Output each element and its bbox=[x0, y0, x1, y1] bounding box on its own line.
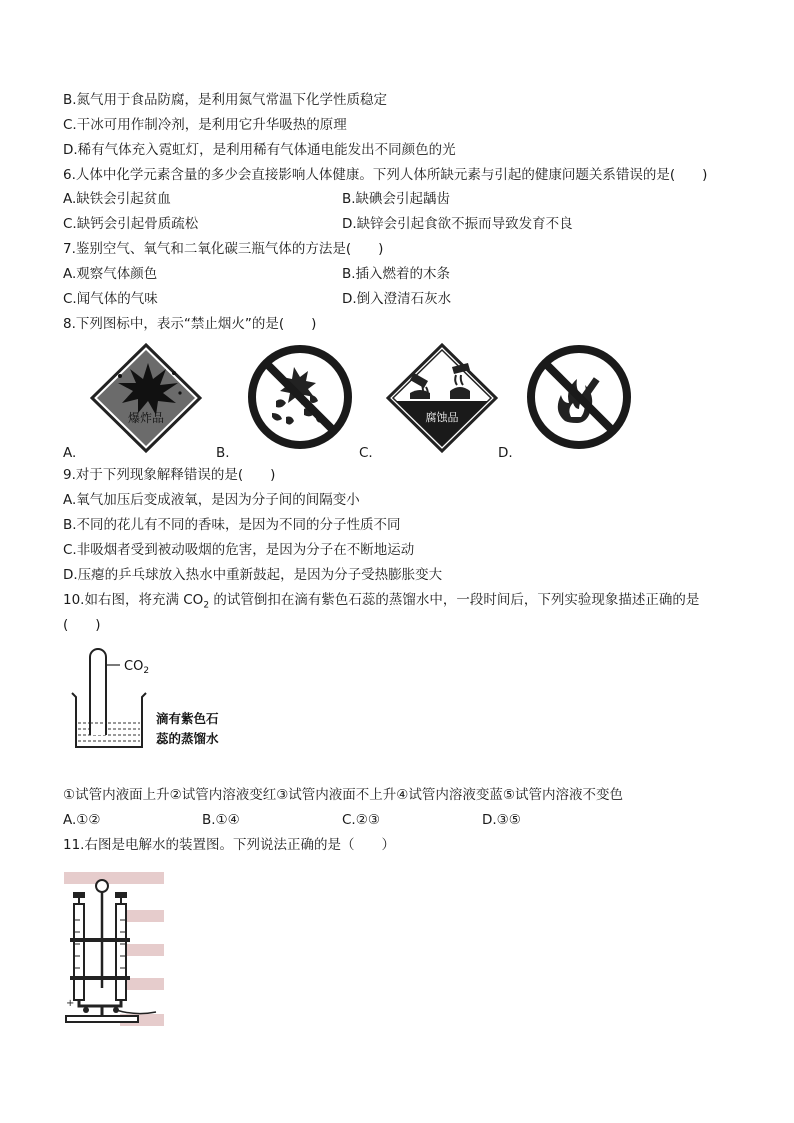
q7-stem: 7.鉴别空气、氧气和二氧化碳三瓶气体的方法是( ) bbox=[63, 241, 384, 257]
svg-text:+: + bbox=[66, 998, 75, 1009]
q9-option-d: D.压瘪的乒乓球放入热水中重新鼓起，是因为分子受热膨胀变大 bbox=[63, 567, 443, 583]
explosive-sign-icon bbox=[90, 343, 202, 453]
q8-label-c: C. bbox=[359, 445, 373, 461]
q10-option-b: B.①④ bbox=[202, 812, 240, 828]
no-explosives-sign-icon bbox=[246, 343, 354, 451]
q10-stem: 10.如右图，将充满 $CO_2$ 的试管倒扣在滴有紫色石蕊的蒸馏水中，一段时间后，下列实验现象描述正确的是 bbox=[63, 592, 700, 611]
q9-stem: 9.对于下列现象解释错误的是( ) bbox=[63, 467, 276, 483]
q10-stem-line2: ( ) bbox=[63, 617, 101, 633]
fig-label-line2: 蕊的蒸馏水 bbox=[156, 731, 219, 746]
q6-stem: 6.人体中化学元素含量的多少会直接影响人体健康。下列人体所缺元素与引起的健康问题关系错误的是( ) bbox=[63, 167, 708, 183]
no-fire-sign-icon bbox=[525, 343, 633, 451]
fig-label-line1: 滴有紫色石 bbox=[156, 711, 219, 726]
q9-option-c: C.非吸烟者受到被动吸烟的危害，是因为分子在不断地运动 bbox=[63, 542, 415, 558]
fig-co2-label: $CO_2$ bbox=[124, 659, 150, 676]
electrolysis-apparatus-figure bbox=[60, 868, 170, 1034]
q10-option-a: A.①② bbox=[63, 812, 101, 828]
q8-stem: 8.下列图标中，表示“禁止烟火”的是( ) bbox=[63, 316, 317, 332]
corrosive-sign-icon bbox=[386, 343, 498, 453]
corrosive-sign-text: 腐蚀品 bbox=[425, 411, 459, 424]
q5-option-c: C.干冰可用作制冷剂，是利用它升华吸热的原理 bbox=[63, 117, 347, 133]
q10-option-c: C.②③ bbox=[342, 812, 380, 828]
q5-option-b: B.氮气用于食品防腐，是利用氮气常温下化学性质稳定 bbox=[63, 92, 388, 108]
q8-label-a: A. bbox=[63, 445, 77, 461]
q6-option-b: B.缺碘会引起龋齿 bbox=[342, 191, 451, 207]
q9-option-a: A.氧气加压后变成液氧，是因为分子间的间隔变小 bbox=[63, 492, 360, 508]
q10-option-d: D.③⑤ bbox=[482, 812, 521, 828]
q10-statements: ①试管内液面上升②试管内溶液变红③试管内液面不上升④试管内溶液变蓝⑤试管内溶液不变色 bbox=[63, 787, 624, 803]
q9-option-b: B.不同的花儿有不同的香味，是因为不同的分子性质不同 bbox=[63, 517, 401, 533]
co2-test-tube-figure bbox=[66, 645, 266, 753]
q7-option-a: A.观察气体颜色 bbox=[63, 266, 158, 282]
q7-option-d: D.倒入澄清石灰水 bbox=[342, 291, 452, 307]
q6-option-a: A.缺铁会引起贫血 bbox=[63, 191, 171, 207]
q8-label-d: D. bbox=[498, 445, 513, 461]
q7-option-b: B.插入燃着的木条 bbox=[342, 266, 451, 282]
q6-option-c: C.缺钙会引起骨质疏松 bbox=[63, 216, 199, 232]
q8-label-b: B. bbox=[216, 445, 230, 461]
explosive-sign-text: 爆炸品 bbox=[127, 411, 165, 425]
q11-stem: 11.右图是电解水的装置图。下列说法正确的是（ ） bbox=[63, 837, 395, 853]
q7-option-c: C.闻气体的气味 bbox=[63, 291, 158, 307]
q5-option-d: D.稀有气体充入霓虹灯，是利用稀有气体通电能发出不同颜色的光 bbox=[63, 142, 456, 158]
q6-option-d: D.缺锌会引起食欲不振而导致发育不良 bbox=[342, 216, 573, 232]
